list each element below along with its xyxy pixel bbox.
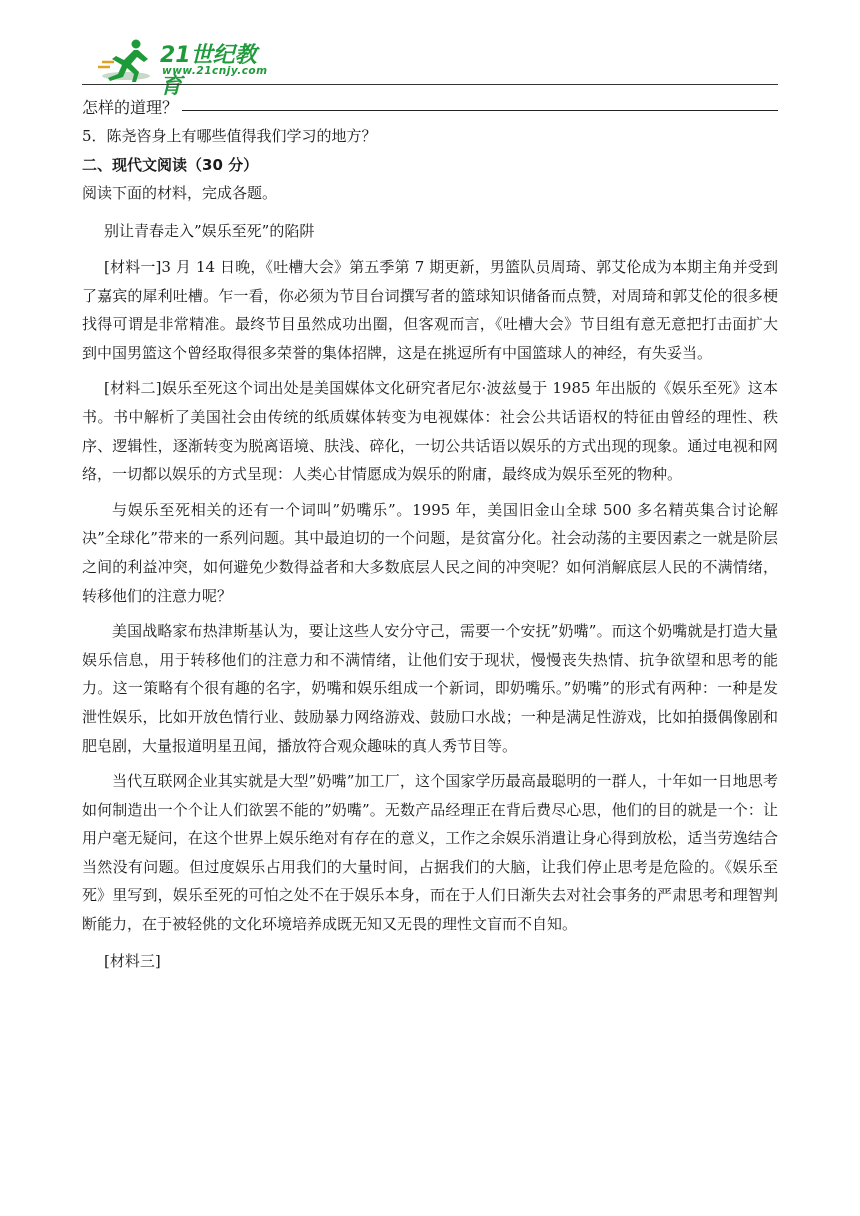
- answer-blank[interactable]: [182, 110, 778, 111]
- article-title: 别让青春走入”娱乐至死”的陷阱: [104, 222, 315, 240]
- material-3-label: [材料三]: [104, 951, 161, 970]
- logo-url: www.21cnjy.com: [162, 65, 268, 77]
- logo: [96, 34, 276, 99]
- paragraph-material-1: [材料一]3 月 14 日晚，《吐槽大会》第五季第 7 期更新，男篮队员周琦、郭艾伦成为本期主角并受到了嘉宾的犀利吐槽。乍一看，你必须为节目台词撰写者的篮球知识储备而点赞，对周琦和郭艾伦的很多梗找得可谓是非常精准。最终节目虽然成功出圈，但客观而言，《吐槽大会》节目组有意无意把打击面扩大到中国男篮这个曾经取得很多荣誉的集体招牌，这是在挑逗所有中国篮球人的神经，有失妥当。: [82, 258, 778, 362]
- question-5: 5．陈尧咨身上有哪些值得我们学习的地方？: [82, 127, 377, 145]
- document-body: [82, 90, 778, 975]
- instruction: 阅读下面的材料，完成各题。: [82, 184, 278, 202]
- header-divider: [82, 84, 778, 85]
- paragraph-pacifier: 与娱乐至死相关的还有一个词叫”奶嘴乐”。1995 年，美国旧金山全球 500 多名精英集合讨论解决”全球化”带来的一系列问题。其中最迫切的一个问题，是贫富分化。社会动荡的主要因素之一就是阶层之间的利益冲突，如何避免少数得益者和大多数底层人民之间的冲突呢？如何消解底层人民的不满情绪，转移他们的注意力呢？: [82, 500, 778, 605]
- logo-text: 21世纪教育: [160, 43, 257, 99]
- section-title: 二、现代文阅读（30 分）: [82, 156, 259, 174]
- paragraph-material-2: [材料二]娱乐至死这个词出处是美国媒体文化研究者尼尔·波兹曼于 1985 年出版的《娱乐至死》这本书。书中解析了美国社会由传统的纸质媒体转变为电视媒体：社会公共话语权的特征由曾经的理性、秩序、逻辑性，逐渐转变为脱离语境、肤浅、碎化，一切公共话语以娱乐的方式出现的现象。通过电视和网络，一切都以娱乐的方式呈现：人类心甘情愿成为娱乐的附庸，最终成为娱乐至死的物种。: [82, 379, 778, 484]
- paragraph-internet: 当代互联网企业其实就是大型”奶嘴”加工厂，这个国家学历最高最聪明的一群人，十年如一日地思考如何制造出一个个让人们欲罢不能的”奶嘴”。无数产品经理正在背后费尽心思，他们的目的就是一个：让用户毫无疑问，在这个世界上娱乐绝对有存在的意义，工作之余娱乐消遣让身心得到放松，适当劳逸结合当然没有问题。但过度娱乐占用我们的大量时间，占据我们的大脑，让我们停止思考是危险的。《娱乐至死》里写到，娱乐至死的可怕之处不在于娱乐本身，而在于人们日渐失去对社会事务的严肃思考和理智判断能力，在于被轻佻的文化环境培养成既无知又无畏的理性文盲而不自知。: [82, 772, 778, 934]
- question-tail-text: 怎样的道理？: [82, 98, 179, 117]
- runner-logo-icon: [96, 36, 158, 84]
- page-header: [82, 34, 778, 99]
- paragraph-brzezinski: 美国战略家布热津斯基认为，要让这些人安分守己，需要一个安抚”奶嘴”。而这个奶嘴就是打造大量娱乐信息，用于转移他们的注意力和不满情绪，让他们安于现状，慢慢丧失热情、抗争欲望和思考的能力。这一策略有个很有趣的名字，奶嘴和娱乐组成一个新词，即奶嘴乐。”奶嘴”的形式有两种：一种是发泄性娱乐，比如开放色情行业、鼓励暴力网络游戏、鼓励口水战；一种是满足性游戏，比如拍摄偶像剧和肥皂剧，大量报道明星丑闻，播放符合观众趣味的真人秀节目等。: [82, 622, 778, 755]
- question-answer-line: [82, 90, 778, 118]
